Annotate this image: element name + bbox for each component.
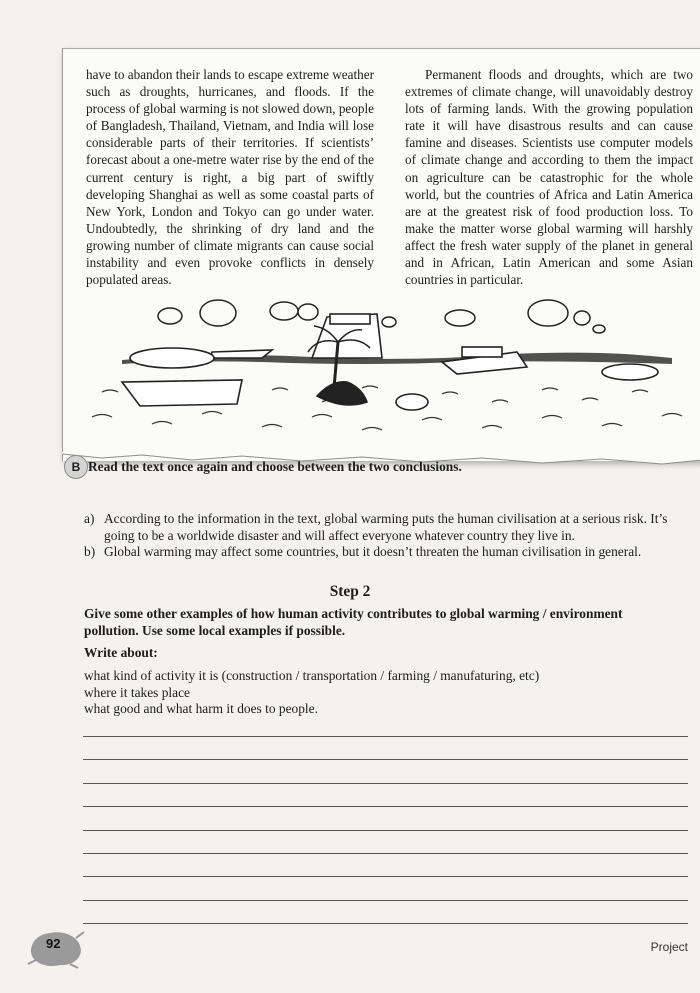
conclusion-options [84,511,684,561]
answer-line[interactable] [83,736,688,737]
flood-illustration [62,292,700,452]
option-b[interactable] [84,544,684,561]
article-left-text: have to abandon their lands to escape extreme weather such as droughts, hurricanes, and floods. If the process of global warming is not slowed down, people of Bangladesh, Thailand, Vietnam, and India will lose considerable parts of their territories. If scientists’ forecast about a one-metre water rise by the end of the current century is right, a big part of swiftly developing Shanghai as well as some coastal parts of New York, London and Tokyo can go under water. Undoubtedly, the shrinking of dry land and the growing number of climate migrants can cause social instability and even provoke conflicts in densely populated areas. [86,67,374,288]
option-label: b) [84,544,96,559]
page-number-badge [26,926,86,970]
option-text: According to the information in the text, global warming puts the human civilisation at a serious risk. It’s going to be a worldwide disaster and will affect everyone whatever country they live in. [104,511,668,543]
write-about-item: what kind of activity it is (construction / transportation / farming / manufaturing, etc) [84,668,540,683]
article-right-column [405,66,693,288]
article-left-column [86,66,374,288]
write-about-item: what good and what harm it does to people. [84,701,318,716]
answer-line[interactable] [83,876,688,877]
option-label: a) [84,511,95,526]
answer-line[interactable] [83,900,688,901]
exercise-badge: B [64,455,88,479]
answer-line[interactable] [83,783,688,784]
step-prompt: Give some other examples of how human activity contributes to global warming / environment pollution. Use some local examples if possible. [84,606,623,638]
answer-line[interactable] [83,853,688,854]
answer-line[interactable] [83,923,688,924]
answer-line[interactable] [83,759,688,760]
write-about-item: where it takes place [84,684,190,700]
cloud-icon [158,300,605,333]
section-label: Project [650,940,688,954]
option-text: Global warming may affect some countries, but it doesn’t threaten the human civilisation in general. [104,544,642,559]
step-title: Step 2 [329,583,371,600]
page-number: 92 [46,936,61,951]
answer-lines[interactable] [83,736,688,947]
write-about-label: Write about: [84,645,158,660]
answer-line[interactable] [83,806,688,807]
article-right-text: Permanent floods and droughts, which are two extremes of climate change, will unavoidably destroy lots of farming lands. With the growing population rate it will have disastrous results and can cause famine and diseases. Scientists use computer models of climate change and according to them the impact on agriculture can be catastrophic for the whole world, but the countries of Africa and Latin America are at the greatest risk of food production loss. To make the matter worse global warming will harshly affect the fresh water supply of the planet in general and in African, Latin American and some Asian countries in particular. [405,67,693,288]
option-a[interactable] [84,511,684,544]
answer-line[interactable] [83,830,688,831]
write-about-list [84,668,539,718]
exercise-instruction: Read the text once again and choose between the two conclusions. [88,459,462,474]
